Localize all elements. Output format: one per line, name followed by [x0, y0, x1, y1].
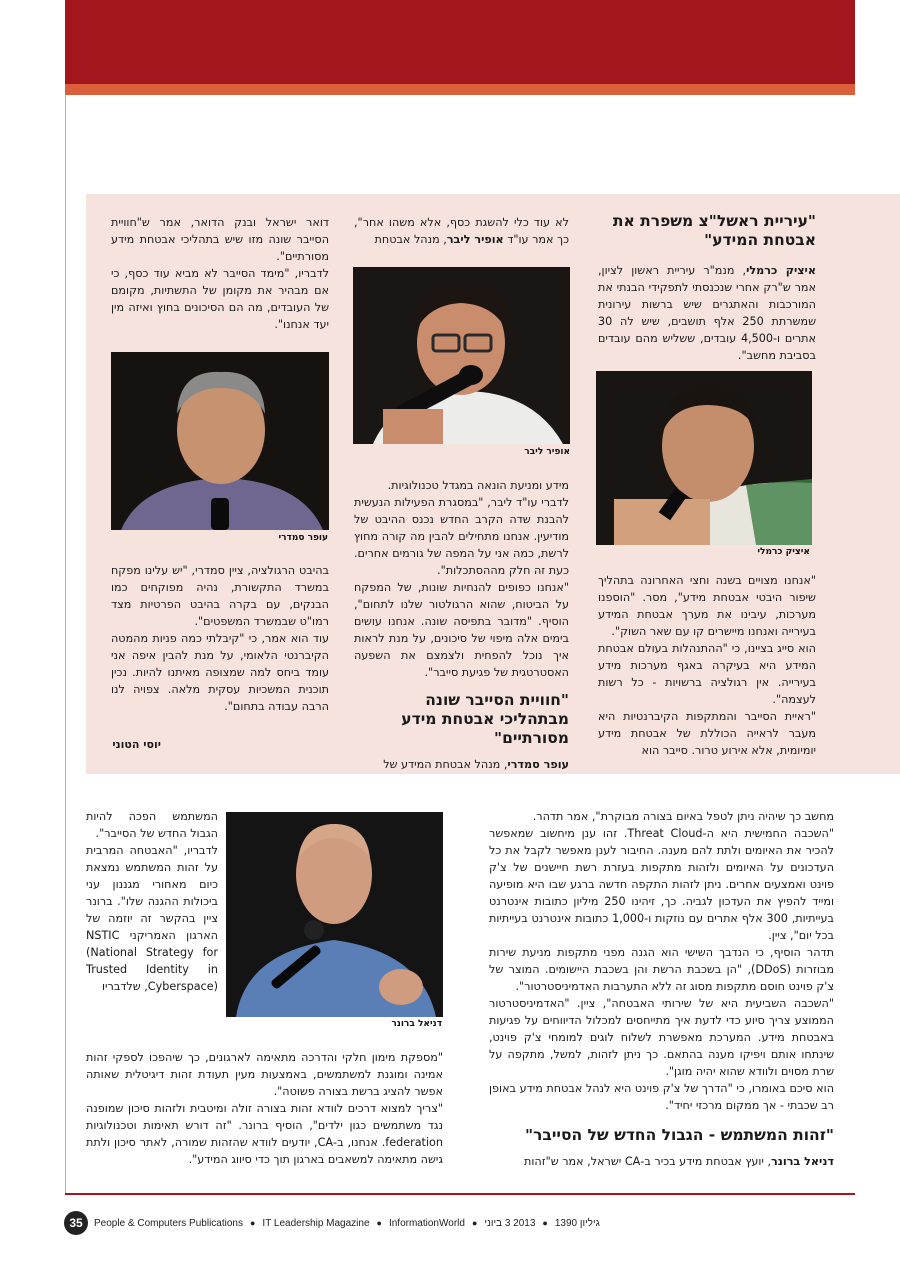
col1-paragraph-1 [598, 262, 816, 364]
column-3-bottom [111, 562, 329, 715]
footer-publisher: People & Computers Publications [94, 1217, 243, 1229]
footer-bullet-icon: ● [376, 1218, 382, 1228]
photo-caption-smadari: עופר סמדרי [278, 533, 328, 543]
col2-p1-start: לא עוד כלי להשגת כסף, אלא משהו אחר", כך אמר עו"ד [354, 216, 569, 246]
lower-right-column [489, 808, 834, 1170]
lower-right-byline [489, 1153, 834, 1170]
col2-p1-name: אופיר ליבר [446, 233, 504, 246]
column-1-top [598, 212, 816, 364]
lower-left-paragraph-3: "מספקת מימון חלקי והדרכה מתאימה לארגונים, כך שיהפכו לספקי זהות אמינה ומוגנת למשתמשים, באמצעות מעין תעודת זהות דיגיטלית שאותה אפשר להציג ברשת בצורה פשוטה". [86, 1051, 443, 1098]
lower-right-paragraph-2: "השכבה החמישית היא ה-Threat Cloud. זהו ענן מיחשוב שמאפשר להכיר את האיומים ולתת להם מענה. החיבור לענן מאפשר לקבל את כל העדכונים על האיומים ולזהות מתקפות בעזרת רשת חיישנים של צ'ק פוינט ואמצעים אחרים. ניתן לזהות התקפה חדשה ברגע שבו היא מופיעה ומייד להפיץ את העדכון לגביה. כך, זיהינו 250 מיליון כתובות אינטרנט בעייתיות, 300 אלף אתרים עם נוזקות ו-1,000 כתובות אינטרנט בעייתיות בכל יום", ציין. [489, 827, 834, 942]
footer-bullet-icon: ● [249, 1218, 256, 1228]
author-name: יוסי הטוני [112, 738, 161, 751]
column-2-bottom [354, 477, 569, 773]
section-heading-cyber-experience: "חוויית הסייבר שונה מבתהליכי אבטחת מידע מסורתיים" [401, 691, 569, 747]
col3-paragraph-2: לדבריו, "מימד הסייבר לא מביא עוד כסף, כי אם מבהיר את מקומן של התשתיות, מקומם של העובדים, מה הם הסיכונים בחוץ ואיזה מין יעד אנחנו". [111, 267, 329, 331]
col2-byline-name: עופר סמדרי [507, 758, 569, 771]
lower-right-paragraph-1: מחשב כך שיהיה ניתן לטפל באיום בצורה מבוקרת", אמר תדהר. [532, 810, 834, 823]
footer-issue: גיליון 1390 [554, 1217, 600, 1229]
lower-right-paragraph-3: תדהר הוסיף, כי הנדבך השישי הוא הגנה מפני מתקפות מניעת שירות מבוזרות (DDoS), "הן בשכבת הרשת והן בשכבת היישומים. המוצר של צ'ק פוינט חוסם מתקפות מסוג זה ללא התערבות האדמיניסטרטור". [489, 946, 834, 993]
col2-p1-end: , מנהל אבטחת [374, 233, 447, 246]
footer-bullet-icon: ● [542, 1218, 548, 1228]
lower-right-byline-name: דניאל ברונר [771, 1155, 834, 1168]
section-heading-user-identity: "זהות המשתמש - הגבול החדש של הסייבר" [524, 1126, 834, 1144]
column-1-bottom [598, 572, 816, 759]
left-margin-rule [65, 95, 66, 1195]
footer-bullet-icon: ● [471, 1218, 478, 1228]
lower-left-narrow-column [86, 808, 218, 995]
col2-byline-rest: , מנהל אבטחת המידע של [383, 758, 508, 771]
lower-left-paragraph-4: "צריך למצוא דרכים לוודא זהות בצורה זולה ומיטבית ולזהות סיכון שמופנה נגד משתמשים כגון ילדים", הוסיף ברונר. "זה דורש תאימות וטכנולוגיות federation. אנחנו, ב-CA, יודעים לוודא שהזהות שמורה, לאתר סיכון ולתת גישה מתאימה למשאבים בארגון תוך כדי סיווג המידע". [86, 1102, 443, 1166]
photo-caption-karmeli: איציק כרמלי [757, 547, 810, 557]
col2-byline [354, 756, 569, 773]
photo-ofer-smadari [111, 352, 329, 530]
lower-left-wide-column [86, 1049, 443, 1168]
footer-information-world: InformationWorld [388, 1217, 465, 1229]
photo-caption-bruner: דניאל ברונר [391, 1019, 442, 1029]
col1-paragraph-2: "אנחנו מצויים בשנה וחצי האחרונה בתהליך שיפור היבטי אבטחת מידע", מסר. "הוספנו מערכות, עיבינו את מערך אבטחת המידע בעירייה ואנחנו מיישרים קו עם שאר השוק". [598, 574, 816, 638]
lower-left-paragraph-2: לדבריו, "האבטחה המרבית על זהות המשתמש נמצאת כיום מאחורי מגננון עני ביכולות ההגנה שלו". ברונר ציין בהקשר זה יוזמה של הארגון האמריקני NSTIC (National Strategy for Trusted Identity in Cyberspace), שלדבריו [86, 844, 218, 993]
col2-paragraph-2: מידע ומניעת הונאה במגדל טכנולוגיות. [387, 479, 569, 492]
footer-rule [65, 1193, 855, 1195]
column-2-top [354, 214, 569, 248]
page-footer [64, 1208, 600, 1238]
col3-paragraph-1: דואר ישראל ובנק הדואר, אמר ש"חוויית הסייבר שונה מזו שיש בתהליכי אבטחת מידע מסורתיים". [111, 216, 329, 263]
col2-paragraph-3: לדברי עו"ד ליבר, "במסגרת הפעילות הנעשית להבנת שדה הקרב החדש נכנס ההיבט של מודיעין. אנחנו מתחילים להבין מה קורה מחוץ לרשת, כמה אני על המפה של גורמים אחרים. כעת זה חלק מההסתכלות". [354, 496, 569, 577]
col2-paragraph-4: "אנחנו כפופים להנחיות שונות, של המפקח על הביטוח, שהוא הרגולטור שלנו לתחום", הוסיף. "מדובר בתפיסה שונה. אנחנו עושים בימים אלה מיפוי של סיכונים, על מנת לראות איך נוכל להפחית ולצמצם את השפעה האסטרטגית של פגיעת סייבר". [354, 581, 569, 679]
header-red-bar [65, 0, 855, 84]
footer-magazine: IT Leadership Magazine [262, 1217, 370, 1229]
photo-daniel-bruner [226, 812, 443, 1017]
header-orange-strip [65, 84, 855, 95]
col1-paragraph-4: "ראיית הסייבר והמתקפות הקיברנטיות היא מעבר לראייה הכוללת של אבטחת מידע יומיומית, אלא אירוע טרור. סייבר הוא [598, 710, 816, 757]
col1-p1-text: , מנמ"ר עיריית ראשון לציון, אמר ש"רק אחרי שנכנסתי לתפקידי הבנתי את המורכבות והאתגרים שיש ברשות עירונית שמשרתת 250 אלף תושבים, שיש לה 30 אתרים ו-4,500 עובדים, ששליש מהם עובדים בסביבת מחשב". [598, 264, 816, 362]
photo-itzik-karmeli [596, 371, 812, 545]
photo-ofir-liber [353, 267, 570, 444]
byline-name: איציק כרמלי [746, 264, 816, 277]
lower-right-byline-rest: , יועץ אבטחת מידע בכיר ב-CA ישראל, אמר ש"זהות [524, 1155, 772, 1168]
lower-right-paragraph-5: הוא סיכם באומרו, כי "הדרך של צ'ק פוינט היא לנהל אבטחת מידע באופן רב שכבתי - אך ממקום מרכזי יחיד". [489, 1082, 834, 1112]
column-3-top [111, 214, 329, 333]
col2-paragraph-1 [354, 214, 569, 248]
footer-date: 2013 3 ביוני [484, 1217, 536, 1229]
col3-paragraph-4: עוד הוא אמר, כי "קיבלתי כמה פניות מהמטה הקיברנטי הלאומי, על מנת להבין איפה אני עומד ביחס למה שמצופה מאיתנו להיות. נכין תוכנית המשכיות עסקית מלאה. צפויה לנו הרבה עבודה בתחום". [111, 632, 329, 713]
lower-right-paragraph-4: "השכבה השביעית היא של שירותי האבטחה", ציין. "האדמיניסטרטור הממוצע צריך סיוע כדי לדעת איך מתייחסים למכלול הדיווחים על פגיעות באבטחת מידע. המערכת מאפשרת לשלוח לוגים למומחי צ'ק פוינט, שינתחו אותם ויפיקו מענה בהתאם. כך ניתן לזהות, למשל, מתקפה על שרת מסוים ולוודא שהוא יהיה מוגן". [489, 997, 834, 1078]
lower-left-paragraph-1: המשתמש הפכה להיות הגבול החדש של הסייבר". [86, 810, 218, 840]
col3-paragraph-3: בהיבט הרגולציה, ציין סמדרי, "יש עלינו מפקח במשרד התקשורת, נהיה מפוקחים כמו הבנקים, עם בקרה בהיבט הפרטיות מצד רמו"ט שבמשרד המשפטים". [111, 564, 329, 628]
page-number: 35 [64, 1211, 88, 1235]
section-heading-rishon: "עיריית ראשל"צ משפרת את אבטחת המידע" [612, 212, 816, 249]
photo-caption-liber: אופיר ליבר [524, 447, 570, 457]
col1-paragraph-3: הוא סייג בציינו, כי "ההתנהלות בעולם אבטחת המידע היא בעיקרה באגף מערכות מידע בעירייה. אין רגולציה ברשויות - כל רשות לעצמה". [598, 642, 816, 706]
